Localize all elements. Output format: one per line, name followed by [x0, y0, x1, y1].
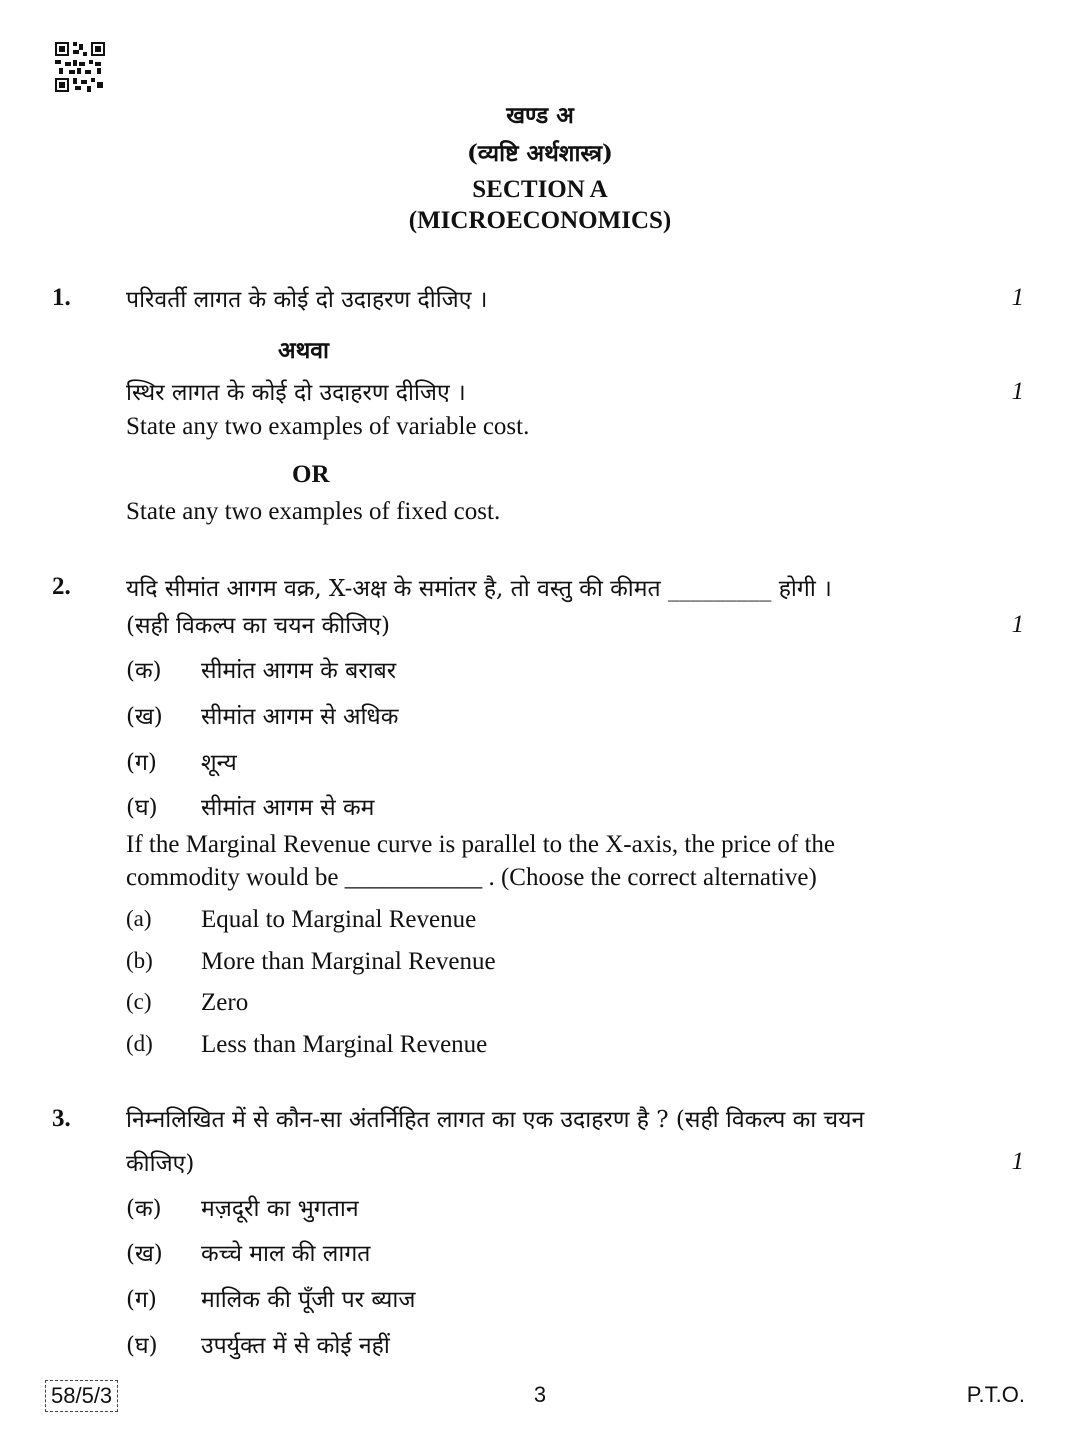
- question-text-hindi-alt: स्थिर लागत के कोई दो उदाहरण दीजिए ।: [126, 380, 466, 406]
- marks: 1: [1011, 284, 1024, 311]
- option-label: (क): [126, 1196, 162, 1222]
- option-text: मज़दूरी का भुगतान: [201, 1196, 359, 1222]
- option-label: (c): [126, 989, 152, 1014]
- option-text: कच्चे माल की लागत: [201, 1241, 371, 1267]
- question-number: 1.: [52, 284, 71, 311]
- question-text-hindi: निम्नलिखित में से कौन-सा अंतर्निहित लागत का एक उदाहरण है ? (सही विकल्प का चयन: [126, 1107, 865, 1133]
- or-label-hindi: अथवा: [278, 337, 330, 364]
- question-text: If the Marginal Revenue curve is parallel to the X-axis, the price of the: [126, 831, 835, 858]
- question-text-hindi: (सही विकल्प का चयन कीजिए): [126, 613, 390, 639]
- question-text-hindi: परिवर्ती लागत के कोई दो उदाहरण दीजिए ।: [126, 287, 488, 313]
- option-text: Less than Marginal Revenue: [201, 1031, 488, 1058]
- option-text: सीमांत आगम के बराबर: [201, 658, 397, 684]
- marks: 1: [1011, 1148, 1024, 1175]
- option-label: (b): [126, 948, 153, 973]
- option-text: Equal to Marginal Revenue: [201, 906, 477, 933]
- option-text: उपर्युक्त में से कोई नहीं: [201, 1333, 390, 1359]
- option-label: (a): [126, 906, 152, 931]
- option-label: (ख): [126, 704, 163, 730]
- section-subtitle: (MICROECONOMICS): [408, 207, 672, 234]
- section-title: SECTION A: [472, 176, 608, 203]
- option-label: (ग): [126, 750, 157, 776]
- option-text: सीमांत आगम से अधिक: [201, 704, 399, 730]
- option-label: (ख): [126, 1241, 163, 1267]
- option-label: (क): [126, 658, 162, 684]
- question-number: 3.: [52, 1105, 71, 1132]
- question-number: 2.: [52, 573, 71, 600]
- section-subtitle-hindi: (व्यष्टि अर्थशास्त्र): [467, 140, 613, 167]
- marks: 1: [1011, 378, 1024, 405]
- question-text-hindi: कीजिए): [126, 1151, 195, 1177]
- page-number: 3: [533, 1382, 547, 1407]
- question-text: State any two examples of variable cost.: [126, 413, 530, 440]
- pto-label: P.T.O.: [966, 1382, 1025, 1407]
- option-label: (ग): [126, 1287, 157, 1313]
- option-text: मालिक की पूँजी पर ब्याज: [201, 1287, 416, 1313]
- marks: 1: [1011, 611, 1024, 638]
- option-text: शून्य: [201, 750, 237, 776]
- option-label: (घ): [126, 1333, 158, 1359]
- option-label: (d): [126, 1031, 153, 1056]
- section-title-hindi: खण्ड अ: [506, 102, 574, 129]
- paper-code: 58/5/3: [45, 1380, 118, 1412]
- or-label: OR: [292, 461, 330, 488]
- option-text: More than Marginal Revenue: [201, 948, 496, 975]
- question-text-alt: State any two examples of fixed cost.: [126, 498, 501, 525]
- option-text: सीमांत आगम से कम: [201, 795, 375, 821]
- question-text-hindi: यदि सीमांत आगम वक्र, X-अक्ष के समांतर है, तो वस्तु की कीमत _________ होगी ।: [126, 576, 832, 602]
- option-text: Zero: [201, 989, 249, 1016]
- qr-code: [55, 42, 105, 92]
- option-label: (घ): [126, 795, 158, 821]
- question-text: commodity would be ___________ . (Choose the correct alternative): [126, 864, 817, 891]
